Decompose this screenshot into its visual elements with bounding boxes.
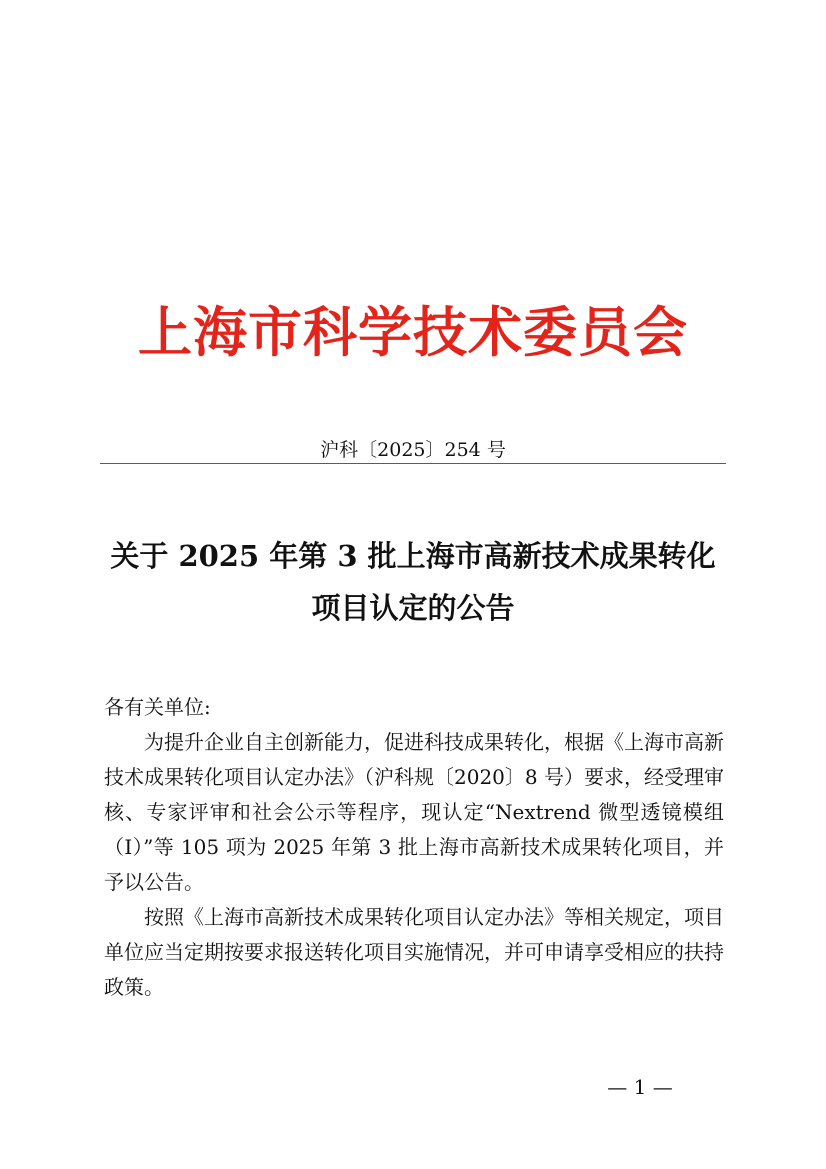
salutation: 各有关单位:: [104, 695, 211, 719]
title-line-1: 关于 2025 年第 3 批上海市高新技术成果转化: [110, 539, 716, 573]
document-number: 沪科〔2025〕254 号: [320, 439, 506, 461]
document-title: [60, 530, 766, 634]
title-line-2: 项目认定的公告: [311, 591, 515, 625]
red-divider-line: [100, 463, 726, 464]
body-paragraph-2: 按照《上海市高新技术成果转化项目认定办法》等相关规定，项目单位应当定期按要求报送转化项目实施情况，并可申请享受相应的扶持政策。: [104, 905, 724, 999]
body-paragraph-1: 为提升企业自主创新能力，促进科技成果转化，根据《上海市高新技术成果转化项目认定办法》（沪科规〔2020〕8 号）要求，经受理审核、专家评审和社会公示等程序，现认定“Nextrend 微型透镜模组（I）”等 105 项为 2025 年第 3 批上海市高新技术成果转化项目，并予以公告。: [104, 730, 724, 894]
page-number: — 1 —: [607, 1075, 673, 1099]
issuer-masthead: 上海市科学技术委员会: [138, 300, 688, 364]
document-body: [104, 690, 724, 1005]
